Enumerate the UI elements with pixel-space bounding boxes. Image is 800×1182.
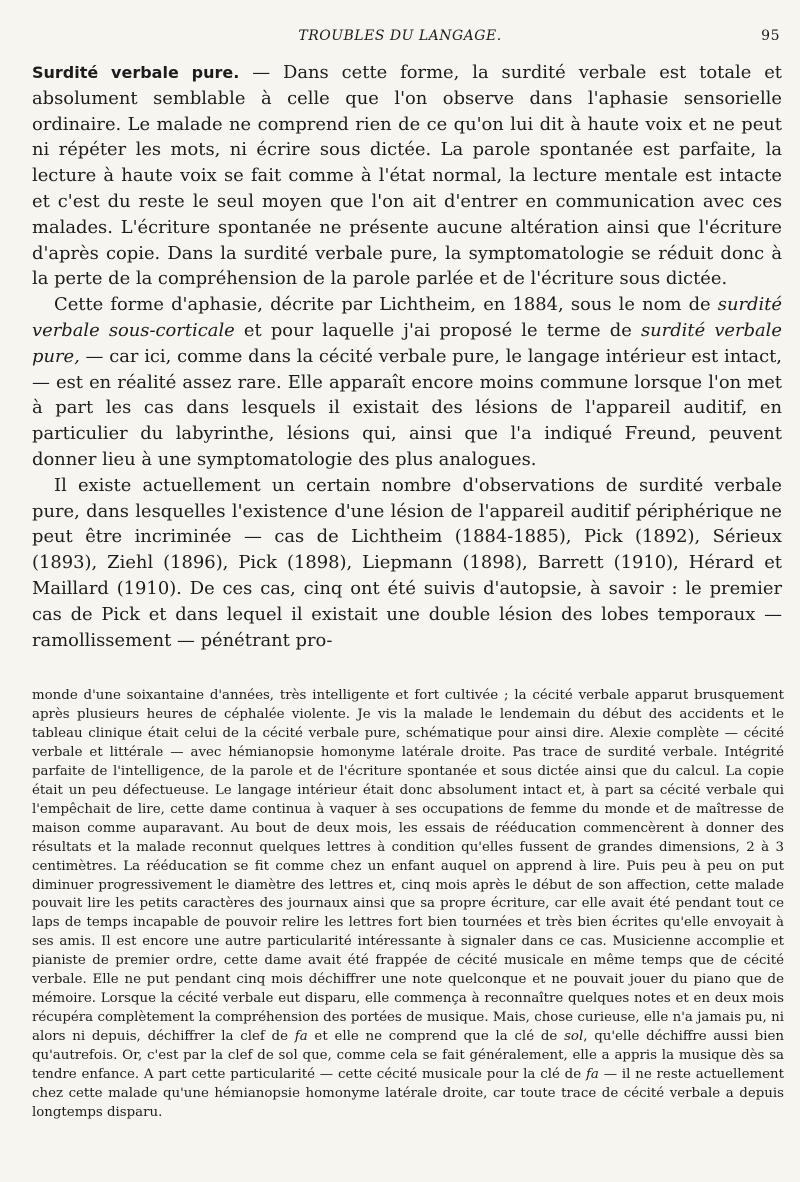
footnote-text: et elle ne comprend que la clé de [307, 1029, 565, 1045]
running-title: TROUBLES DU LANGAGE. [298, 28, 502, 44]
section-lead-heading: Surdité verbale pure. [32, 63, 240, 82]
paragraph-observations [32, 473, 782, 654]
paragraph-text: Il existe actuellement un certain nombre d'observations de surdité verbale pure, dans lesquelles l'existence d'une lésion de l'appareil auditif périphérique ne peut être incriminée — cas de Lichtheim (1884-1885), Pick (1892), Sérieux (1893), Ziehl (1896), Pick (1898), Liepmann (1898), Barrett (1910), Hérard et Maillard (1910). De ces cas, cinq ont été suivis d'autopsie, à savoir : le premier cas de Pick et dans lequel il existait une double lésion des lobes temporaux — ramollissement — pénétrant pro- [32, 474, 782, 651]
italic-term: fa [585, 1067, 599, 1083]
footnote-text: , qu'elle déchiffre aussi bien qu'autrefois. Or, c'est par la clef de sol que, comme cela se fait généralement, elle a appris la musique dès sa tendre enfance. A part cette particularité — cette cécité musicale pour la clé de [32, 1029, 784, 1083]
running-header [0, 28, 800, 50]
footnote-text: monde d'une soixantaine d'années, très intelligente et fort cultivée ; la cécité verbale apparut brusquement après plusieurs heures de céphalée violente. Je vis la malade le lendemain du début des accidents et le tableau clinique était celui de la cécité verbale pure, schématique pour ainsi dire. Alexie complète — cécité verbale et littérale — avec hémianopsie homonyme latérale droite. Pas trace de surdité verbale. Intégrité parfaite de l'intelligence, de la parole et de l'écriture spontanée et sous dictée ainsi que du calcul. La copie était un peu défectueuse. Le langage intérieur était donc absolument intact et, à part sa cécité verbale qui l'empêchait de lire, cette dame continua à vaquer à ses occupations de femme du monde et de maîtresse de maison comme auparavant. Au bout de deux mois, les essais de rééducation commencèrent à donner des résultats et la malade reconnut quelques lettres à condition qu'elles fussent de grandes dimensions, 2 à 3 centimètres. La rééducation se fit comme chez un enfant auquel on apprend à lire. Puis peu à peu on put diminuer progressivement le diamètre des lettres et, cinq mois après le début de son affection, cette malade pouvait lire les petits caractères des journaux ainsi que sa propre écriture, car elle avait été pendant tout ce laps de temps incapable de pouvoir relire les lettres fort bien tournées et très bien écrites qu'elle envoyait à ses amis. Il est encore une autre particularité intéressante à signaler dans ce cas. Musicienne accomplie et pianiste de premier ordre, cette dame avait été frappée de cécité musicale en même temps que de cécité verbale. Elle ne put pendant cinq mois déchiffrer une note quelconque et ne pouvait jouer du piano que de mémoire. Lorsque la cécité verbale eut disparu, elle commença à reconnaître quelques notes et en deux mois récupéra complètement la compréhension des portées de musique. Mais, chose curieuse, elle n'a jamais pu, ni alors ni depuis, déchiffrer la clef de [32, 688, 784, 1045]
paragraph-lichtheim [32, 292, 782, 473]
paragraph-text: Cette forme d'aphasie, décrite par Lichtheim, en 1884, sous le nom de [54, 294, 718, 316]
italic-term: fa [294, 1029, 308, 1045]
italic-term: surdité verbale sous-corticale [32, 294, 782, 341]
paragraph-text: et pour laquelle j'ai proposé le terme de [234, 319, 641, 341]
paragraph-surdite-verbale-pure [32, 60, 782, 292]
paragraph-text: — car ici, comme dans la cécité verbale pure, le langage intérieur est intact, — est en réalité assez rare. Elle apparaît encore moins commune lorsque l'on met à part les cas dans lesquels il existait des lésions de l'appareil auditif, en particulier du labyrinthe, lésions qui, ainsi que l'a indiqué Freund, peuvent donner lieu à une symptomatologie des plus analogues. [32, 345, 782, 470]
italic-term: sol [564, 1029, 584, 1045]
page-number: 95 [761, 28, 780, 44]
italic-term: surdité verbale pure, [32, 319, 782, 367]
paragraph-text: — Dans cette forme, la surdité verbale est totale et absolument semblable à celle que l'on observe dans l'aphasie sensorielle ordinaire. Le malade ne comprend rien de ce qu'on lui dit à haute voix et ne peut ni répéter les mots, ni écrire sous dictée. La parole spontanée est parfaite, la lecture à haute voix se fait comme à l'état normal, la lecture mentale est intacte et c'est du reste le seul moyen que l'on ait d'entrer en communication avec ces malades. L'écriture spontanée ne présente aucune altération ainsi que l'écriture d'après copie. Dans la surdité verbale pure, la symptomatologie se réduit donc à la perte de la compréhension de la parole parlée et de l'écriture sous dictée. [32, 62, 782, 290]
main-text [32, 60, 782, 653]
footnote-text: — il ne reste actuellement chez cette malade qu'une hémianopsie homonyme latérale droite, car toute trace de cécité verbale a depuis longtemps disparu. [32, 1067, 784, 1120]
footnote-continuation [32, 687, 784, 1123]
